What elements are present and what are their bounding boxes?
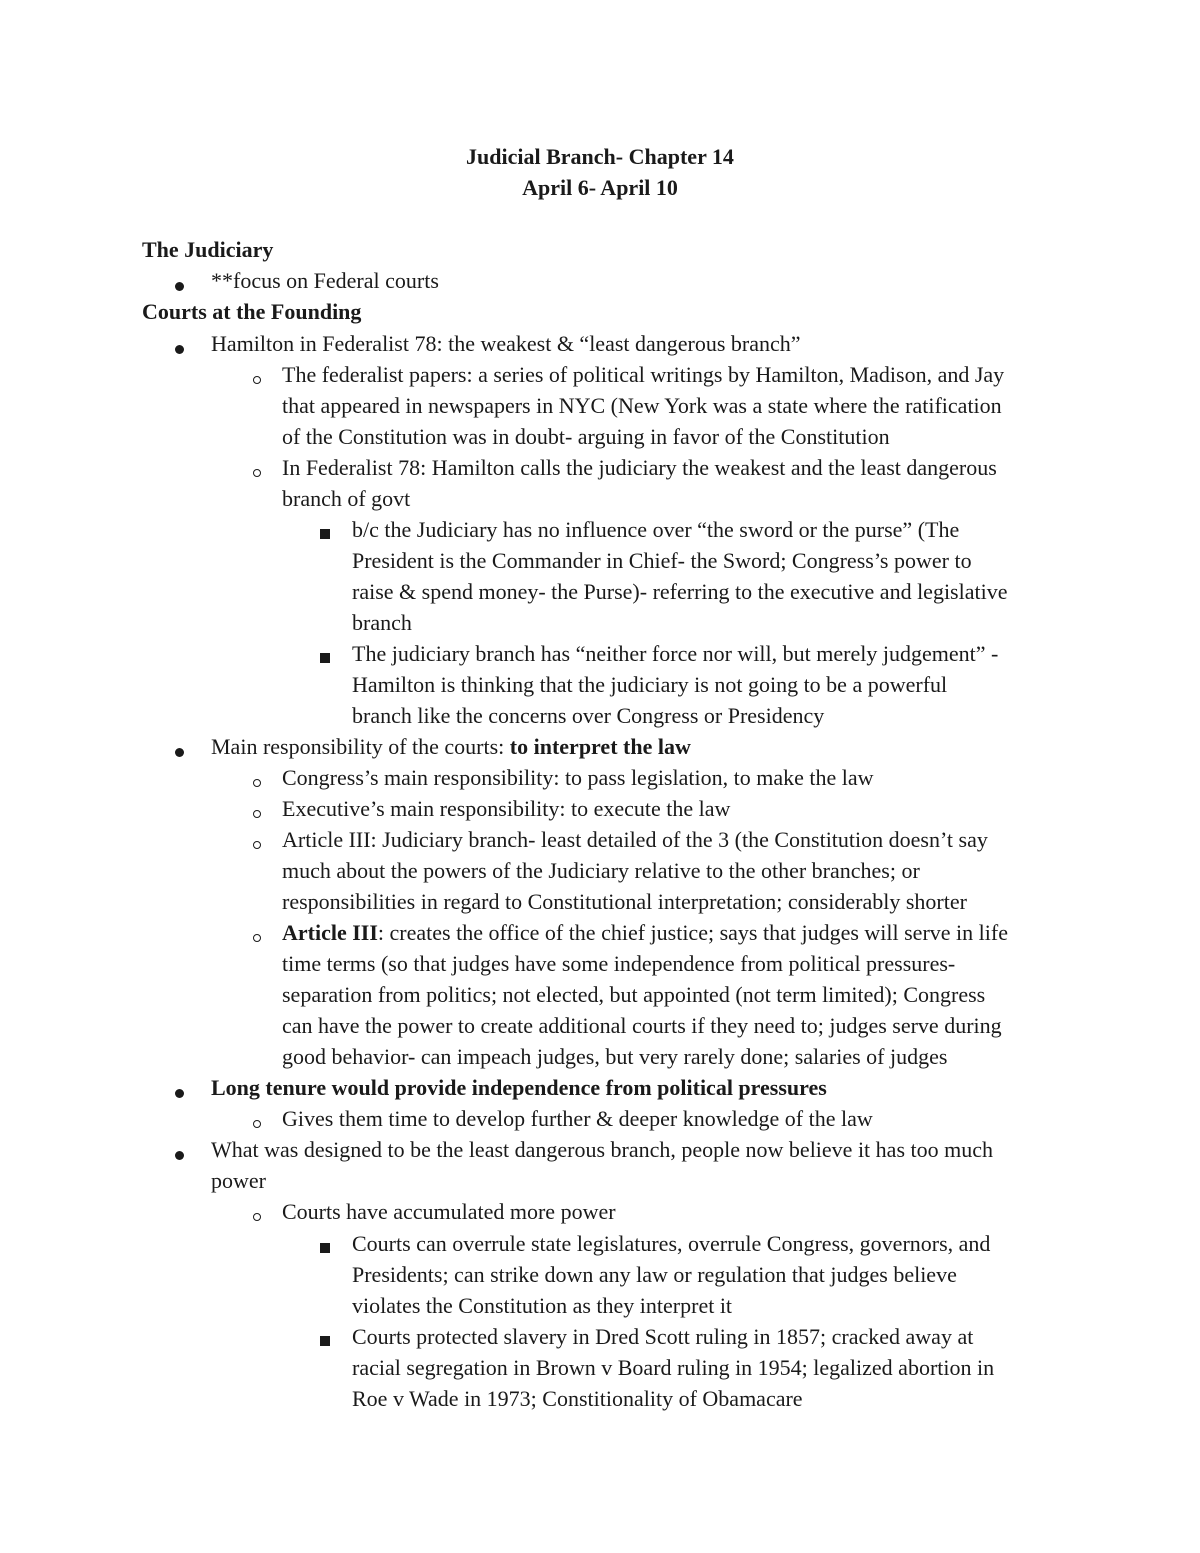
- section-heading-founding: Courts at the Founding: [142, 299, 362, 324]
- bullet-dot: [172, 1140, 186, 1166]
- bullet-circle: [250, 1201, 264, 1227]
- list-item: Article III: creates the office of the chief justice; says that judges will serve in life time terms (so that judges have some independence from political pressures- separation from politics; not elected, but appointed (not term limited); Congress can have the power to create additional courts if they need to; judges serve during good behavior- can impeach judges, but very rarely done; salaries of judges: [282, 920, 1008, 1069]
- list-item: The judiciary branch has “neither force nor will, but merely judgement” - Hamilton is thinking that the judiciary is not going to be a powerful branch like the concerns over Congress or Presidency: [352, 641, 999, 728]
- bullet-circle: [250, 1108, 264, 1134]
- list-item: Congress’s main responsibility: to pass legislation, to make the law: [282, 765, 874, 790]
- bullet-circle: [250, 829, 264, 855]
- list-item: Long tenure would provide independence from political pressures: [211, 1075, 827, 1100]
- list-item: Executive’s main responsibility: to execute the law: [282, 796, 731, 821]
- bullet-square: [318, 519, 332, 545]
- list-item: The federalist papers: a series of political writings by Hamilton, Madison, and Jay that appeared in newspapers in NYC (New York was a state where the ratification of the Constitution was in doubt- arguing in favor of the Constitution: [282, 362, 1005, 449]
- bullet-dot: [172, 271, 186, 297]
- list-item: **focus on Federal courts: [211, 268, 439, 293]
- bullet-square: [318, 643, 332, 669]
- list-item: b/c the Judiciary has no influence over “the sword or the purse” (The President is the Commander in Chief- the Sword; Congress’s power to raise & spend money- the Purse)- referring to the executive and legislative branch: [352, 517, 1008, 635]
- bullet-circle: [250, 457, 264, 483]
- bullet-dot: [172, 737, 186, 763]
- bullet-dot: [172, 1078, 186, 1104]
- list-item: Hamilton in Federalist 78: the weakest & “least dangerous branch”: [211, 331, 801, 356]
- bullet-square: [318, 1326, 332, 1352]
- list-item: Article III: Judiciary branch- least detailed of the 3 (the Constitution doesn’t say much about the powers of the Judiciary relative to the other branches; or responsibilities in regard to Constitutional interpretation; considerably shorter: [282, 827, 988, 914]
- list-item: What was designed to be the least dangerous branch, people now believe it has too much power: [211, 1137, 993, 1193]
- bullet-circle: [250, 767, 264, 793]
- bullet-circle: [250, 922, 264, 948]
- bullet-square: [318, 1233, 332, 1259]
- list-item: Courts have accumulated more power: [282, 1199, 616, 1224]
- list-item: Courts can overrule state legislatures, overrule Congress, governors, and Presidents; can strike down any law or regulation that judges believe violates the Constitution as they interpret it: [352, 1231, 991, 1318]
- document-title: Judicial Branch- Chapter 14: [466, 144, 734, 169]
- section-heading-judiciary: The Judiciary: [142, 237, 274, 262]
- list-item: Main responsibility of the courts: to interpret the law: [211, 734, 691, 759]
- document-dates: April 6- April 10: [522, 175, 678, 200]
- list-item: In Federalist 78: Hamilton calls the judiciary the weakest and the least dangerous branch of govt: [282, 455, 997, 511]
- bullet-dot: [172, 334, 186, 360]
- list-item: Gives them time to develop further & deeper knowledge of the law: [282, 1106, 873, 1131]
- bullet-circle: [250, 364, 264, 390]
- bullet-circle: [250, 798, 264, 824]
- list-item: Courts protected slavery in Dred Scott ruling in 1857; cracked away at racial segregation in Brown v Board ruling in 1954; legalized abortion in Roe v Wade in 1973; Constitionality of Obamacare: [352, 1324, 995, 1411]
